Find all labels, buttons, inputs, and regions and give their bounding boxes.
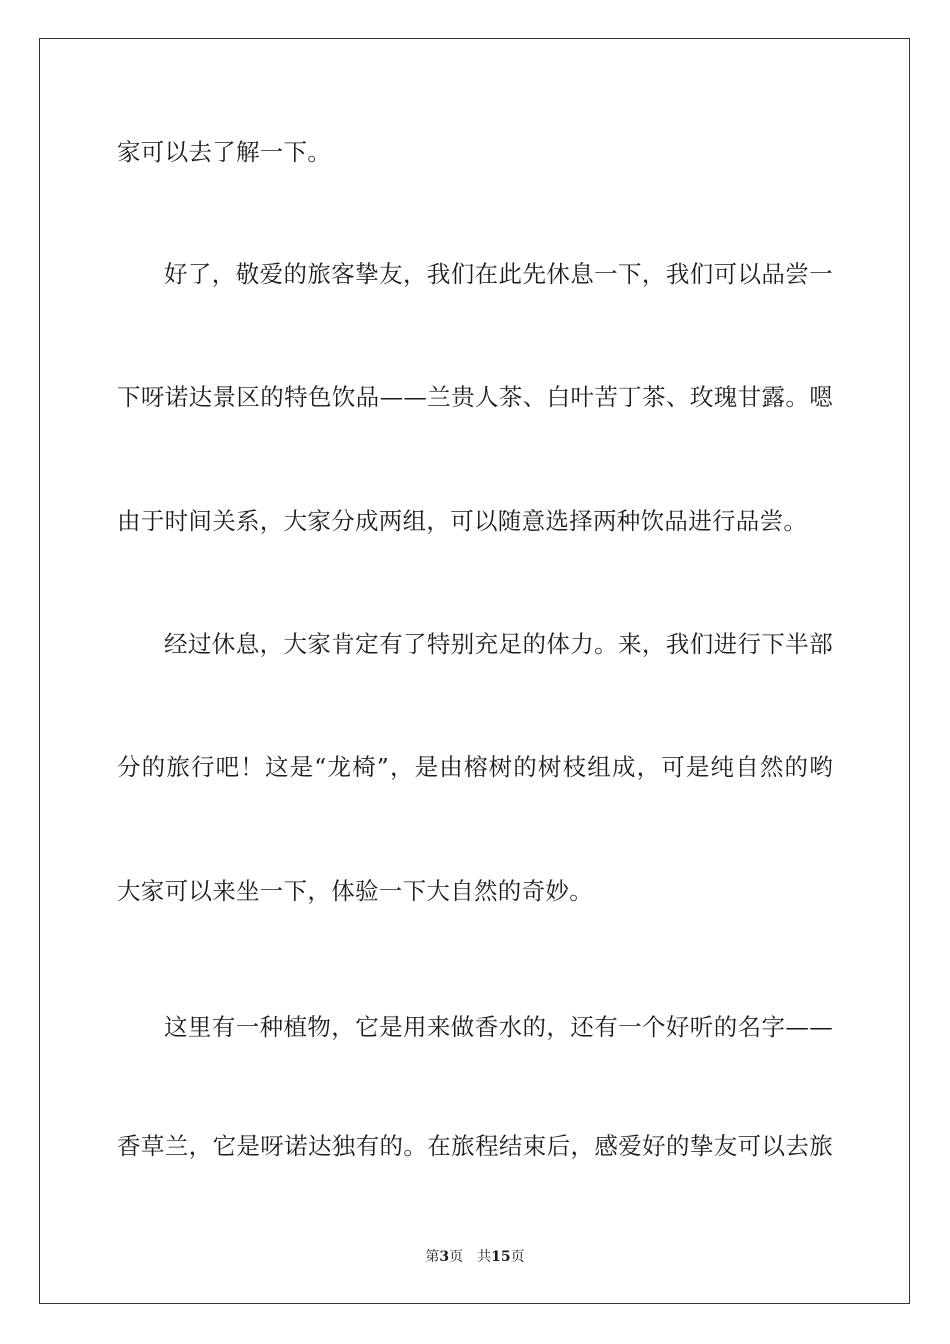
page-border xyxy=(39,38,910,1304)
footer-page-number: 3 xyxy=(439,1249,450,1265)
footer-total-prefix: 共 xyxy=(477,1249,492,1265)
paragraph-line-5: 经过休息，大家肯定有了特别充足的体力。来，我们进行下半部 xyxy=(164,630,833,658)
footer-page-suffix: 页 xyxy=(449,1249,464,1265)
page-footer xyxy=(0,1248,950,1266)
footer-page-prefix: 第 xyxy=(425,1249,440,1265)
paragraph-line-7: 大家可以来坐一下，体验一下大自然的奇妙。 xyxy=(117,877,593,905)
paragraph-line-2: 好了，敬爱的旅客挚友，我们在此先休息一下，我们可以品尝一 xyxy=(164,260,833,288)
paragraph-line-4: 由于时间关系，大家分成两组，可以随意选择两种饮品进行品尝。 xyxy=(117,507,808,535)
paragraph-line-1: 家可以去了解一下。 xyxy=(117,138,332,166)
footer-total-number: 15 xyxy=(491,1249,511,1265)
paragraph-line-8: 这里有一种植物，它是用来做香水的，还有一个好听的名字—— xyxy=(164,1013,833,1041)
paragraph-line-9: 香草兰，它是呀诺达独有的。在旅程结束后，感爱好的挚友可以去旅 xyxy=(117,1132,833,1160)
paragraph-line-3: 下呀诺达景区的特色饮品——兰贵人茶、白叶苦丁茶、玫瑰甘露。嗯 xyxy=(117,383,833,411)
footer-total-suffix: 页 xyxy=(510,1249,525,1265)
paragraph-line-6: 分的旅行吧！这是“龙椅”，是由榕树的树枝组成，可是纯自然的哟 xyxy=(117,753,833,781)
